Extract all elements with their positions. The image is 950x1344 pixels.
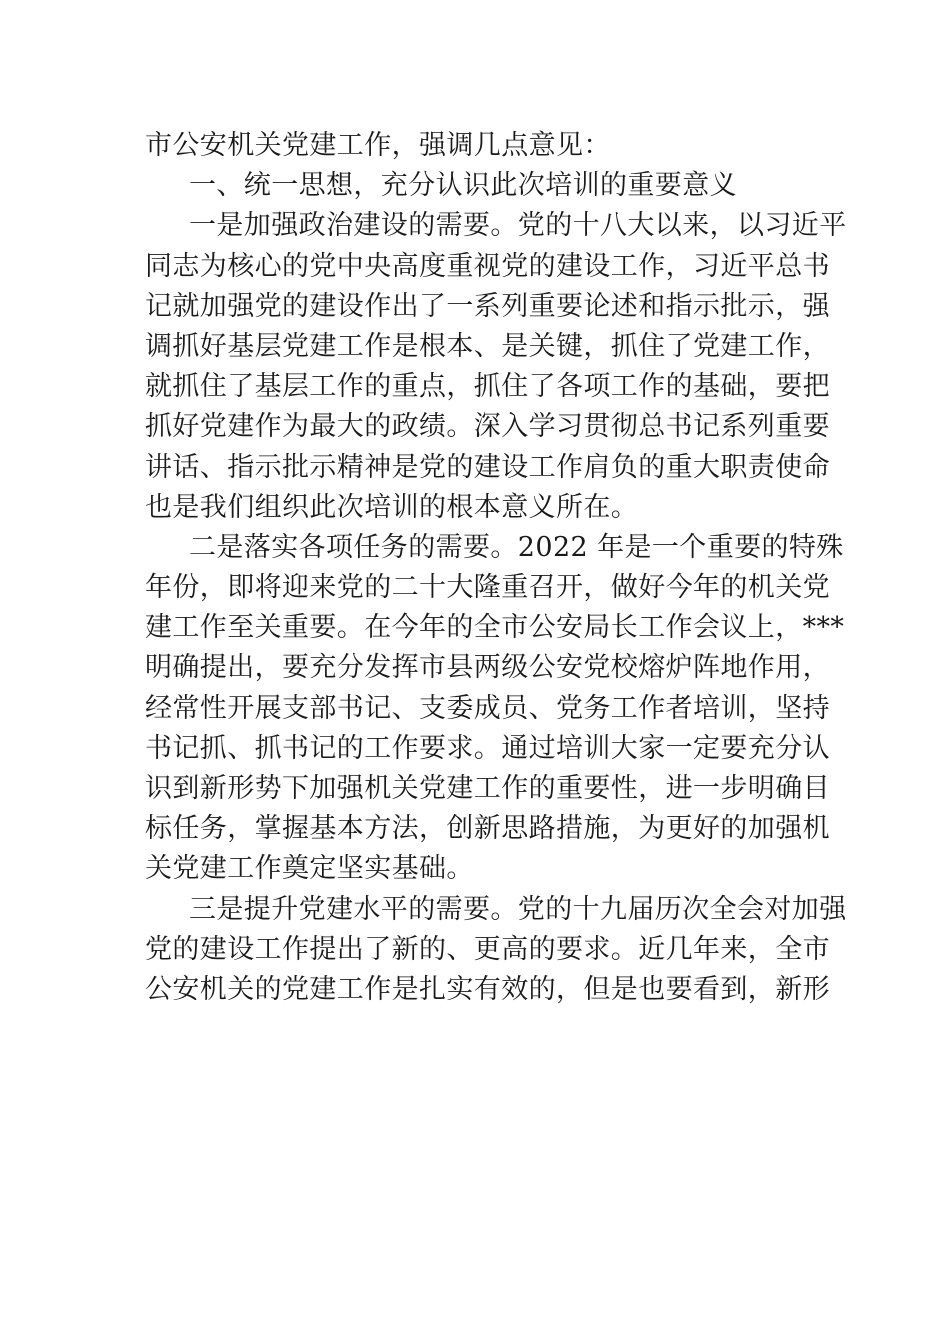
text-line: 讲话、指示批示精神是党的建设工作肩负的重大职责使命 <box>145 451 830 483</box>
text-line: 年份，即将迎来党的二十大隆重召开，做好今年的机关党 <box>145 572 830 604</box>
text-line: 经常性开展支部书记、支委成员、党务工作者培训，坚持 <box>145 692 830 724</box>
text-line: 建工作至关重要。在今年的全市公安局长工作会议上，*** <box>145 612 845 644</box>
text-line: 公安机关的党建工作是扎实有效的，但是也要看到，新形 <box>145 973 830 1005</box>
text-line: 市公安机关党建工作，强调几点意见： <box>145 130 611 161</box>
text-line: 识到新形势下加强机关党建工作的重要性，进一步明确目 <box>145 773 830 804</box>
text-line: 记就加强党的建设作出了一系列重要论述和指示批示，强 <box>145 290 830 322</box>
text-line: 党的建设工作提出了新的、更高的要求。近几年来，全市 <box>145 933 830 965</box>
text-line: 明确提出，要充分发挥市县两级公安党校熔炉阵地作用， <box>145 652 830 684</box>
text-line: 也是我们组织此次培训的根本意义所在。 <box>145 491 639 523</box>
text-line: 书记抓、抓书记的工作要求。通过培训大家一定要充分认 <box>145 732 830 764</box>
text-line: 调抓好基层党建工作是根本、是关键，抓住了党建工作， <box>145 330 830 362</box>
text-line: 就抓住了基层工作的重点，抓住了各项工作的基础，要把 <box>145 371 830 403</box>
paragraph-1-start: 一是加强政治建设的需要。党的十八大以来，以习近平 <box>189 210 847 242</box>
section-heading: 一、统一思想，充分认识此次培训的重要意义 <box>189 170 737 202</box>
paragraph-2-start: 二是落实各项任务的需要。2022 年是一个重要的特殊 <box>189 531 844 563</box>
text-line: 标任务，掌握基本方法，创新思路措施，为更好的加强机 <box>145 813 830 845</box>
text-line: 关党建工作奠定坚实基础。 <box>145 853 474 885</box>
paragraph-3-start: 三是提升党建水平的需要。党的十九届历次全会对加强 <box>189 893 847 925</box>
document-body <box>145 126 847 1010</box>
text-line: 同志为核心的党中央高度重视党的建设工作，习近平总书 <box>145 250 830 282</box>
text-line: 抓好党建作为最大的政绩。深入学习贯彻总书记系列重要 <box>145 411 830 443</box>
